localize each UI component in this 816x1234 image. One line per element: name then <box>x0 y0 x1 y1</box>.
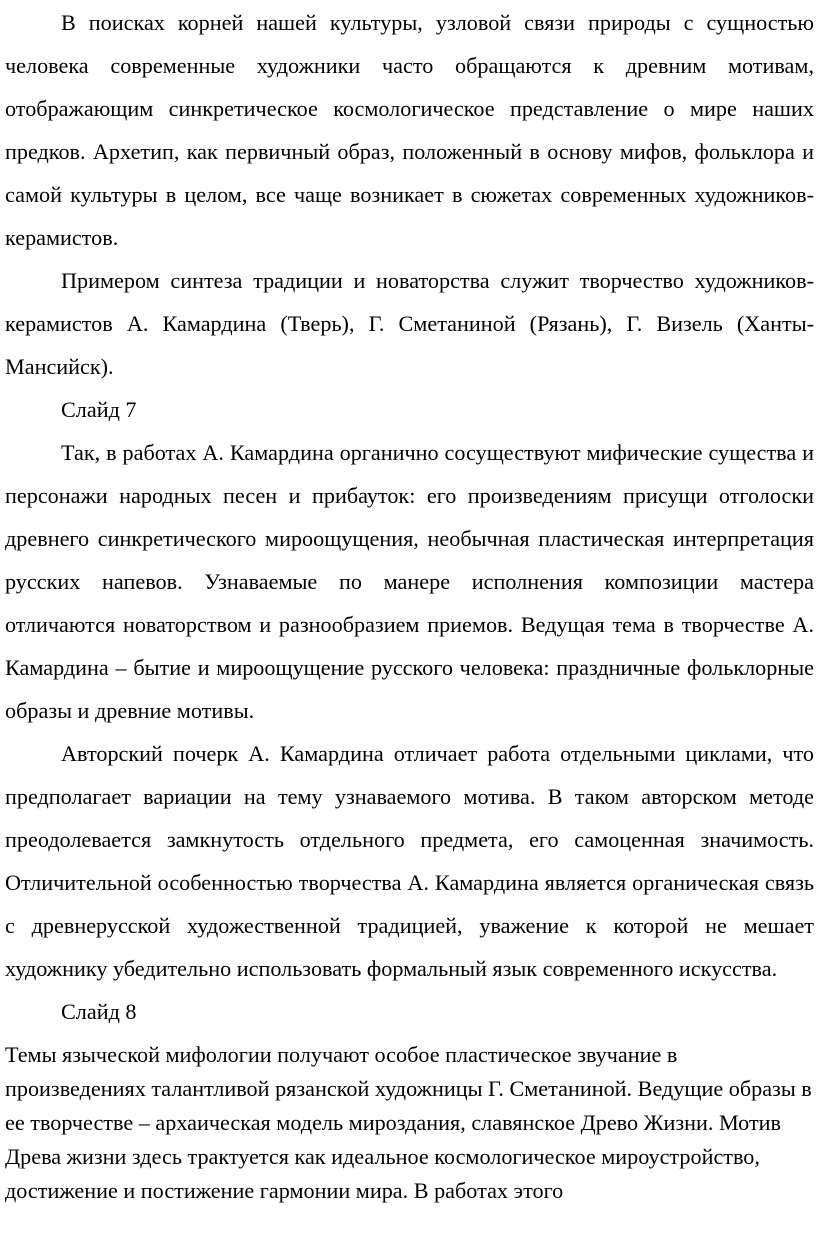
paragraph-synthesis-examples: Примером синтеза традиции и новаторства служит творчество художников-керамистов А. Камардина (Тверь), Г. Сметаниной (Рязань), Г. Визель (Ханты-Мансийск). <box>5 268 814 379</box>
paragraph-roots-of-culture: В поисках корней нашей культуры, узловой связи природы с сущностью человека современные художники часто обращаются к древним мотивам, отображающим синкретическое космологическое представление о мире наших предков. Архетип, как первичный образ, положенный в основу мифов, фольклора и самой культуры в целом, все чаще возникает в сюжетах современных художников-керамистов. <box>5 10 814 250</box>
paragraph-kamardin-works: Так, в работах А. Камардина органично сосуществуют мифические существа и персонажи народных песен и прибауток: его произведениям присущи отголоски древнего синкретического мироощущения, необычная пластическая интерпретация русских напевов. Узнаваемые по манере исполнения композиции мастера отличаются новаторством и разнообразием приемов. Ведущая тема в творчестве А. Камардина – бытие и мироощущение русского человека: праздничные фольклорные образы и древние мотивы. <box>5 440 814 723</box>
paragraph-pagan-mythology: Темы языческой мифологии получают особое пластическое звучание в произведениях талантливой рязанской художницы Г. Сметаниной. Ведущие образы в ее творчестве – архаическая модель мироздания, славянское Древо Жизни. Мотив Древа жизни здесь трактуется как идеальное космологическое мироустройство, достижение и постижение гармонии мира. В работах этого <box>5 1042 812 1203</box>
slide-label-7: Слайд 7 <box>61 397 137 422</box>
slide-label-8: Слайд 8 <box>61 999 137 1024</box>
paragraph-kamardin-style: Авторский почерк А. Камардина отличает работа отдельными циклами, что предполагает вариации на тему узнаваемого мотива. В таком авторском методе преодолевается замкнутость отдельного предмета, его самоценная значимость. Отличительной особенностью творчества А. Камардина является органическая связь с древнерусской художественной традицией, уважение к которой не мешает художнику убедительно использовать формальный язык современного искусства. <box>5 741 814 981</box>
